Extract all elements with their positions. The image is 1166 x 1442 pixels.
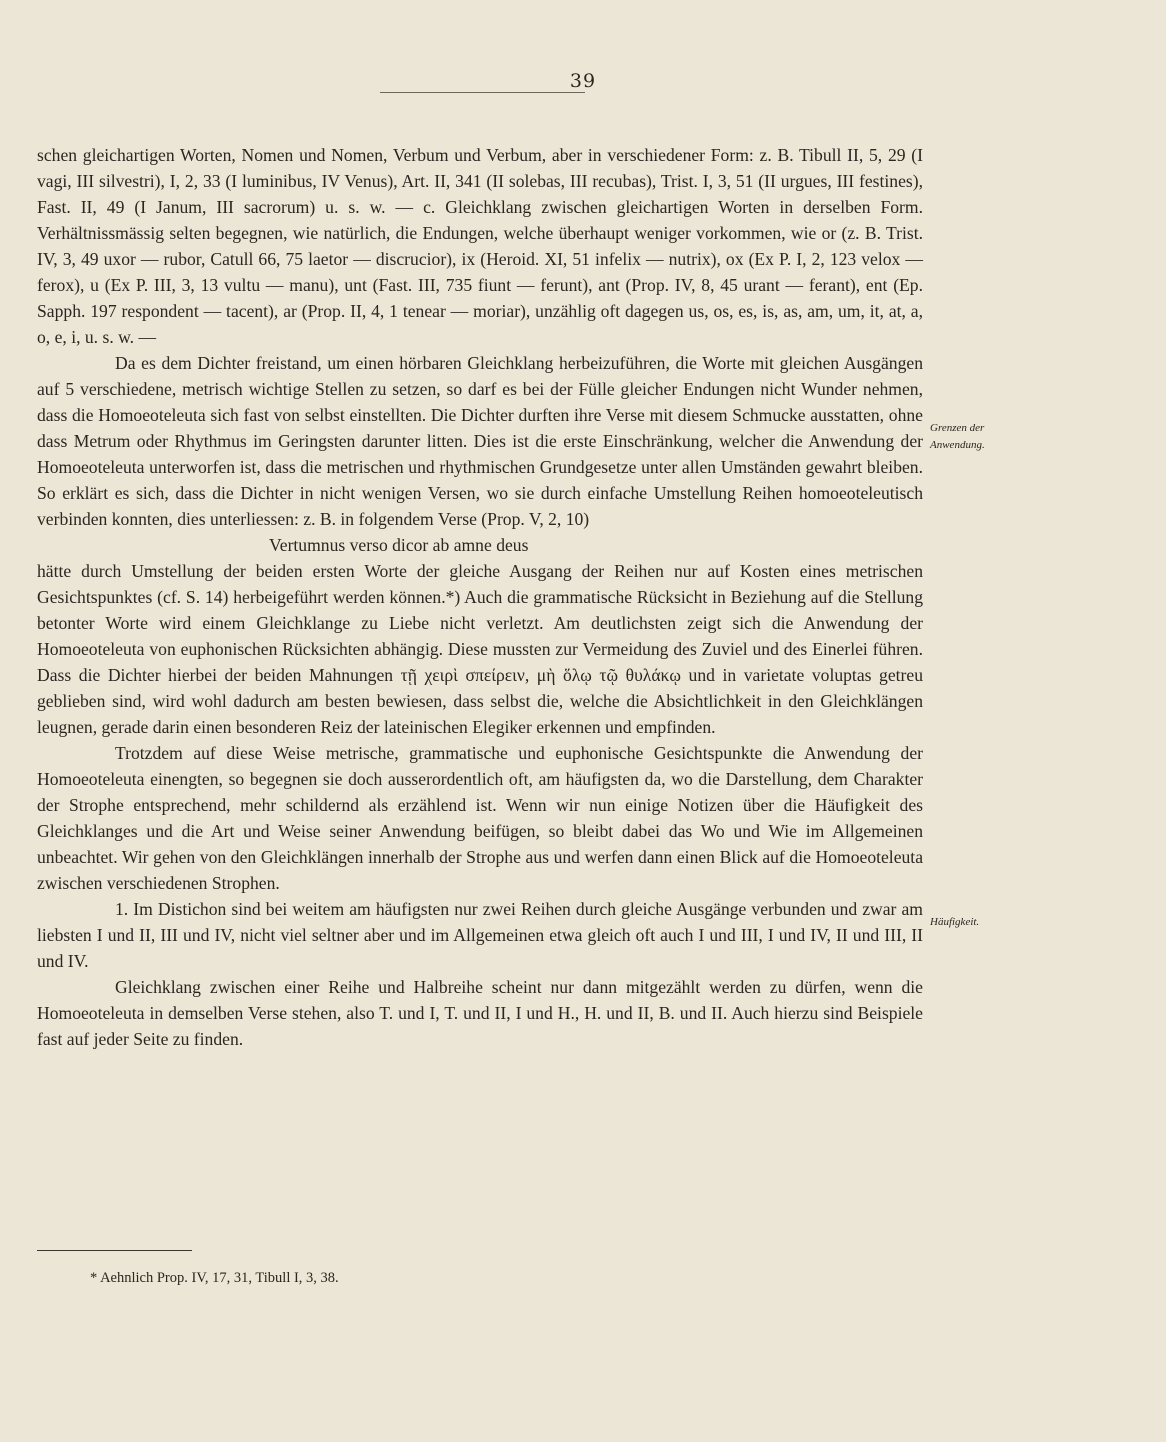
quoted-verse: Vertumnus verso dicor ab amne deus bbox=[269, 535, 529, 555]
sidenote-haeufigkeit: Häufigkeit. bbox=[930, 916, 980, 928]
main-text bbox=[37, 142, 923, 1052]
paragraph-6: Gleichklang zwischen einer Reihe und Halbreihe scheint nur dann mitgezählt werden zu dürfen, wenn die Homoeoteleuta in demselben Verse stehen, also T. und I, T. und II, I und H., H. und II, B. und II. Auch hierzu sind Beispiele fast auf jeder Seite zu finden. bbox=[37, 977, 923, 1049]
paragraph-4: Trotzdem auf diese Weise metrische, grammatische und euphonische Gesichtspunkte die Anwendung der Homoeoteleuta einengten, so begegnen sie doch ausserordentlich oft, am häufigsten da, wo die Darstellung, dem Charakter der Strophe entsprechend, mehr schildernd als erzählend ist. Wenn wir nun einige Notizen über die Häufigkeit des Gleichklanges und die Art und Weise seiner Anwendung beifügen, so bleibt dabei das Wo und Wie im Allgemeinen unbeachtet. Wir gehen von den Gleichklängen innerhalb der Strophe aus und werfen dann einen Blick auf die Homoeoteleuta zwischen verschiedenen Strophen. bbox=[37, 743, 923, 893]
page-number: 39 bbox=[569, 70, 597, 92]
paragraph-2: Da es dem Dichter freistand, um einen hörbaren Gleichklang herbeizuführen, die Worte mit gleichen Ausgängen auf 5 verschiedene, metrisch wichtige Stellen zu setzen, so darf es bei der Fülle gleicher Endungen nicht Wunder nehmen, dass die Homoeoteleuta sich fast von selbst einstellten. Die Dichter durften ihre Verse mit diesem Schmucke ausstatten, ohne dass Metrum oder Rhythmus im Geringsten darunter litten. Dies ist die erste Einschränkung, welcher die Anwendung der Homoeoteleuta unterworfen ist, dass die metrischen und rhythmischen Grundgesetze unter allen Umständen gewahrt bleiben. So erklärt es sich, dass die Dichter in nicht wenigen Versen, wo sie durch einfache Umstellung Reihen homoeoteleutisch verbinden konnten, dies unterliessen: z. B. in folgendem Verse (Prop. V, 2, 10) bbox=[37, 353, 923, 529]
header-ornament-rule bbox=[380, 92, 585, 99]
sidenote-grenzen: Grenzen der Anwendung. bbox=[930, 422, 985, 451]
footnote-rule bbox=[37, 1250, 192, 1251]
paragraph-3: hätte durch Umstellung der beiden ersten Worte der gleiche Ausgang der Reihen nur auf Kosten eines metrischen Gesichtspunktes (cf. S. 14) herbeigeführt werden können.*) Auch die grammatische Rücksicht in Beziehung auf die Stellung betonter Worte wird einem Gleichklange zu Liebe nicht verletzt. Am deutlichsten zeigt sich die Anwendung der Homoeoteleuta von euphonischen Rücksichten abhängig. Diese mussten zur Vermeidung des Zuviel und des Einerlei führen. Dass die Dichter hierbei der beiden Mahnungen τῇ χειρὶ σπείρειν, μὴ ὅλῳ τῷ θυλάκῳ und in varietate voluptas getreu geblieben sind, wird wohl dadurch am besten bewiesen, dass selbst die, welche die Absichtlichkeit in den Gleichklängen leugnen, gerade darin einen besonderen Reiz der lateinischen Elegiker erkennen und empfinden. bbox=[37, 561, 923, 737]
paragraph-5: 1. Im Distichon sind bei weitem am häufigsten nur zwei Reihen durch gleiche Ausgänge verbunden und zwar am liebsten I und II, III und IV, nicht viel seltner aber und im Allgemeinen etwa gleich oft auch I und III, I und IV, II und III, II und IV. bbox=[37, 899, 923, 971]
paragraph-1: schen gleichartigen Worten, Nomen und Nomen, Verbum und Verbum, aber in verschiedener Form: z. B. Tibull II, 5, 29 (I vagi, III silvestri), I, 2, 33 (I luminibus, IV Venus), Art. II, 341 (II solebas, III recubas), Trist. I, 3, 51 (II urgues, III festines), Fast. II, 49 (I Janum, III sacrorum) u. s. w. — c. Gleichklang zwischen gleichartigen Worten in derselben Form. Verhältnissmässig selten begegnen, wie natürlich, die Endungen, welche überhaupt weniger vorkommen, wie or (z. B. Trist. IV, 3, 49 uxor — rubor, Catull 66, 75 laetor — discrucior), ix (Heroid. XI, 51 infelix — nutrix), ox (Ex P. I, 2, 123 velox — ferox), u (Ex P. III, 3, 13 vultu — manu), unt (Fast. III, 735 fiunt — ferunt), ant (Prop. IV, 8, 45 urant — ferant), ent (Ep. Sapph. 197 respondent — tacent), ar (Prop. II, 4, 1 tenear — moriar), unzählig oft dagegen us, os, es, is, as, am, um, it, at, a, o, e, i, u. s. w. — bbox=[37, 145, 923, 347]
footnote: * Aehnlich Prop. IV, 17, 31, Tibull I, 3, 38. bbox=[90, 1270, 339, 1286]
